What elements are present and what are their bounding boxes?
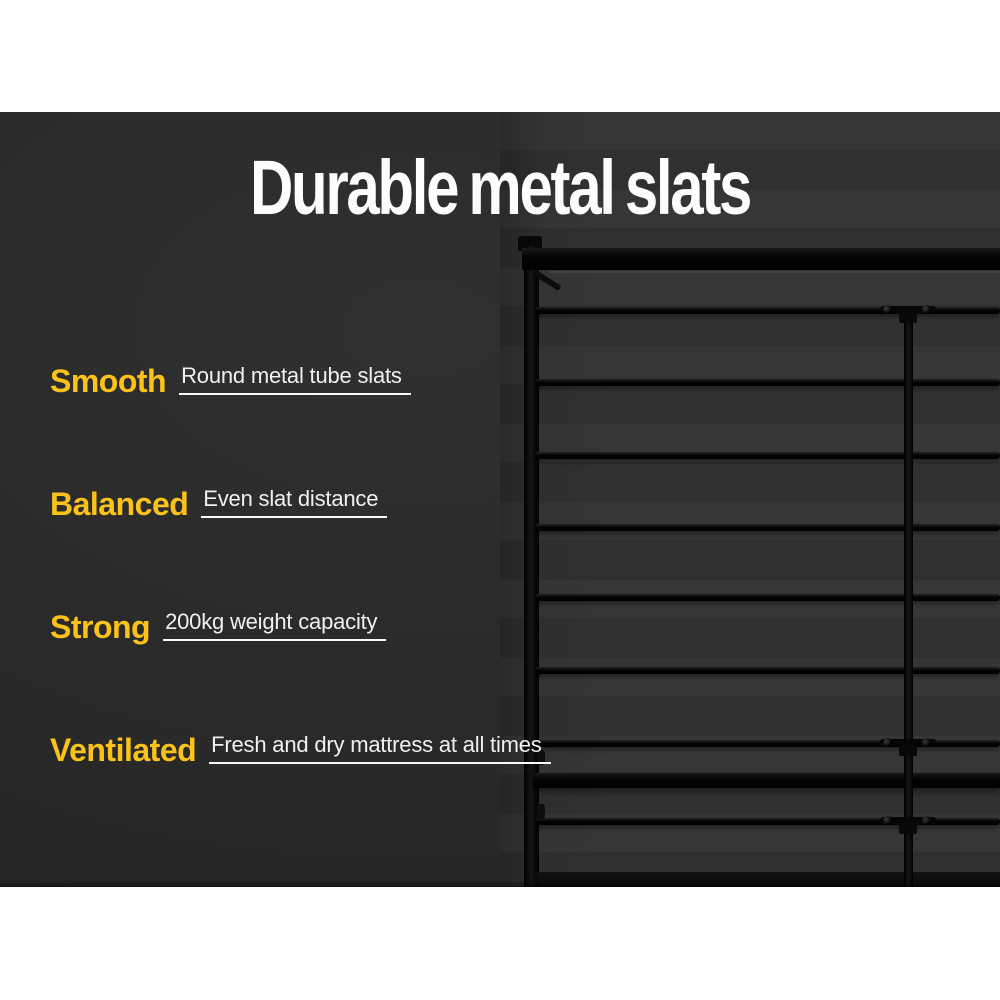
feature-label: Strong [50, 609, 151, 645]
connector-knob [883, 816, 892, 825]
slat-connector [880, 738, 936, 764]
connector-knob [922, 305, 931, 314]
floor-shadow [535, 872, 1000, 887]
metal-slat [535, 667, 1000, 674]
connector-bracket [899, 745, 917, 756]
feature-label: Smooth [50, 363, 167, 399]
connector-knob [922, 816, 931, 825]
dark-panel [0, 112, 1000, 887]
post-fitting [537, 804, 545, 819]
feature-label: Balanced [50, 486, 189, 522]
base-side-rail [533, 773, 1000, 788]
feature-smooth [50, 364, 411, 398]
rail-highlight [548, 271, 1000, 273]
feature-description: Round metal tube slats [179, 363, 411, 395]
metal-slat [535, 452, 1000, 459]
connector-knob [922, 738, 931, 747]
feature-description: Fresh and dry mattress at all times [209, 732, 550, 764]
slat-connector [880, 816, 936, 842]
bed-post [524, 246, 539, 887]
feature-ventilated [50, 733, 551, 767]
feature-balanced [50, 487, 387, 521]
metal-slat [535, 594, 1000, 601]
feature-description: 200kg weight capacity [163, 609, 386, 641]
connector-bracket [899, 823, 917, 834]
feature-label: Ventilated [50, 732, 197, 768]
headboard-top-rail [522, 248, 1000, 270]
connector-bracket [899, 312, 917, 323]
slat-connector [880, 305, 936, 331]
metal-slat [535, 524, 1000, 531]
feature-description: Even slat distance [201, 486, 387, 518]
page-title: Durable metal slats [249, 145, 751, 231]
feature-strong [50, 610, 386, 644]
center-support-rod [904, 307, 913, 887]
metal-slat [535, 379, 1000, 386]
connector-knob [883, 738, 892, 747]
connector-knob [883, 305, 892, 314]
